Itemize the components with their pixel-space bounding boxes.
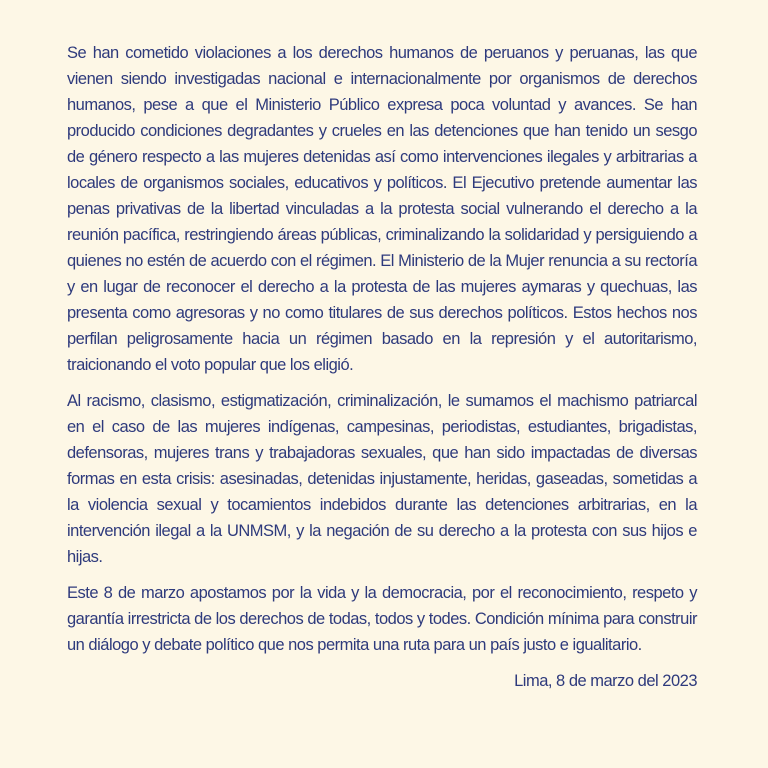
paragraph-human-rights: Se han cometido violaciones a los derechos humanos de peruanos y peruanas, las que vienen siendo investigadas nacional e internacionalmente por organismos de derechos humanos, pese a que el Ministerio Público expresa poca voluntad y avances. Se han producido condiciones degradantes y crueles en las detenciones que han tenido un sesgo de género respecto a las mujeres detenidas así como intervenciones ilegales y arbitrarias a locales de organismos sociales, educativos y políticos. El Ejecutivo pretende aumentar las penas privativas de la libertad vinculadas a la protesta social vulnerando el derecho a la reunión pacífica, restringiendo áreas públicas, criminalizando la solidaridad y persiguiendo a quienes no estén de acuerdo con el régimen. El Ministerio de la Mujer renuncia a su rectoría y en lugar de reconocer el derecho a la protesta de las mujeres aymaras y quechuas, las presenta como agresoras y no como titulares de sus derechos políticos. Estos hechos nos perfilan peligrosamente hacia un régimen basado en la represión y el autoritarismo, traicionando el voto popular que los eligió. [67,44,697,374]
statement-document [67,40,697,694]
paragraph-discrimination: Al racismo, clasismo, estigmatización, criminalización, le sumamos el machismo patriarcal en el caso de las mujeres indígenas, campesinas, periodistas, estudiantes, brigadistas, defensoras, mujeres trans y trabajadoras sexuales, que han sido impactadas de diversas formas en esta crisis: asesinadas, detenidas injustamente, heridas, gaseadas, sometidas a la violencia sexual y tocamientos indebidos durante las detenciones arbitrarias, en la intervención ilegal a la UNMSM, y la negación de su derecho a la protesta con sus hijos e hijas. [67,392,697,566]
paragraph-march-8: Este 8 de marzo apostamos por la vida y la democracia, por el reconocimiento, respeto y garantía irrestricta de los derechos de todas, todos y todes. Condición mínima para construir un diálogo y debate político que nos permita una ruta para un país justo e igualitario. [67,584,697,654]
place-date-signoff: Lima, 8 de marzo del 2023 [514,672,697,690]
